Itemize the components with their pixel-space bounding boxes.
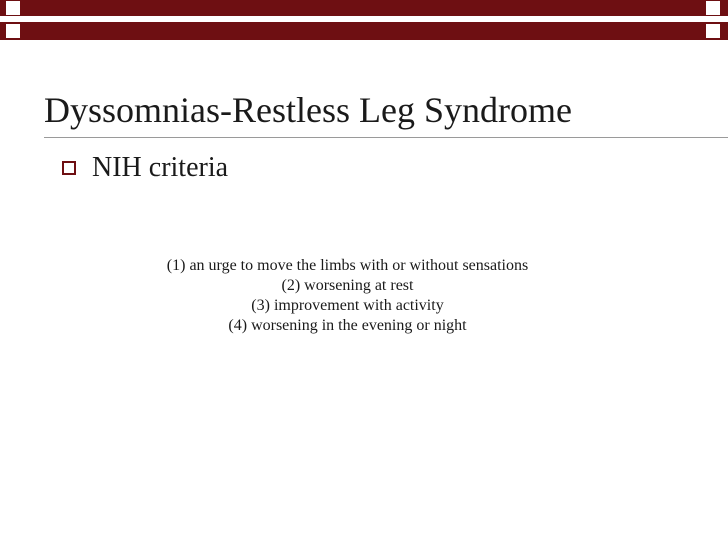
criteria-list <box>145 256 550 336</box>
header-band-top-stripe <box>0 0 728 16</box>
criteria-item-3: (3) improvement with activity <box>251 297 444 314</box>
criteria-item-4: (4) worsening in the evening or night <box>228 317 467 334</box>
criteria-item-1: (1) an urge to move the limbs with or without sensations <box>166 257 529 274</box>
title-divider <box>44 137 728 138</box>
corner-square-top-left <box>6 1 20 15</box>
header-band-bottom-stripe <box>0 22 728 40</box>
square-bullet-icon <box>62 161 76 175</box>
bullet-label: NIH criteria <box>92 152 229 183</box>
criteria-item-2: (2) worsening at rest <box>281 277 414 294</box>
slide-title: Dyssomnias-Restless Leg Syndrome <box>44 90 572 130</box>
corner-square-bottom-right <box>706 24 720 38</box>
bullet-item <box>62 148 228 188</box>
header-band <box>0 0 728 44</box>
corner-square-bottom-left <box>6 24 20 38</box>
corner-square-top-right <box>706 1 720 15</box>
